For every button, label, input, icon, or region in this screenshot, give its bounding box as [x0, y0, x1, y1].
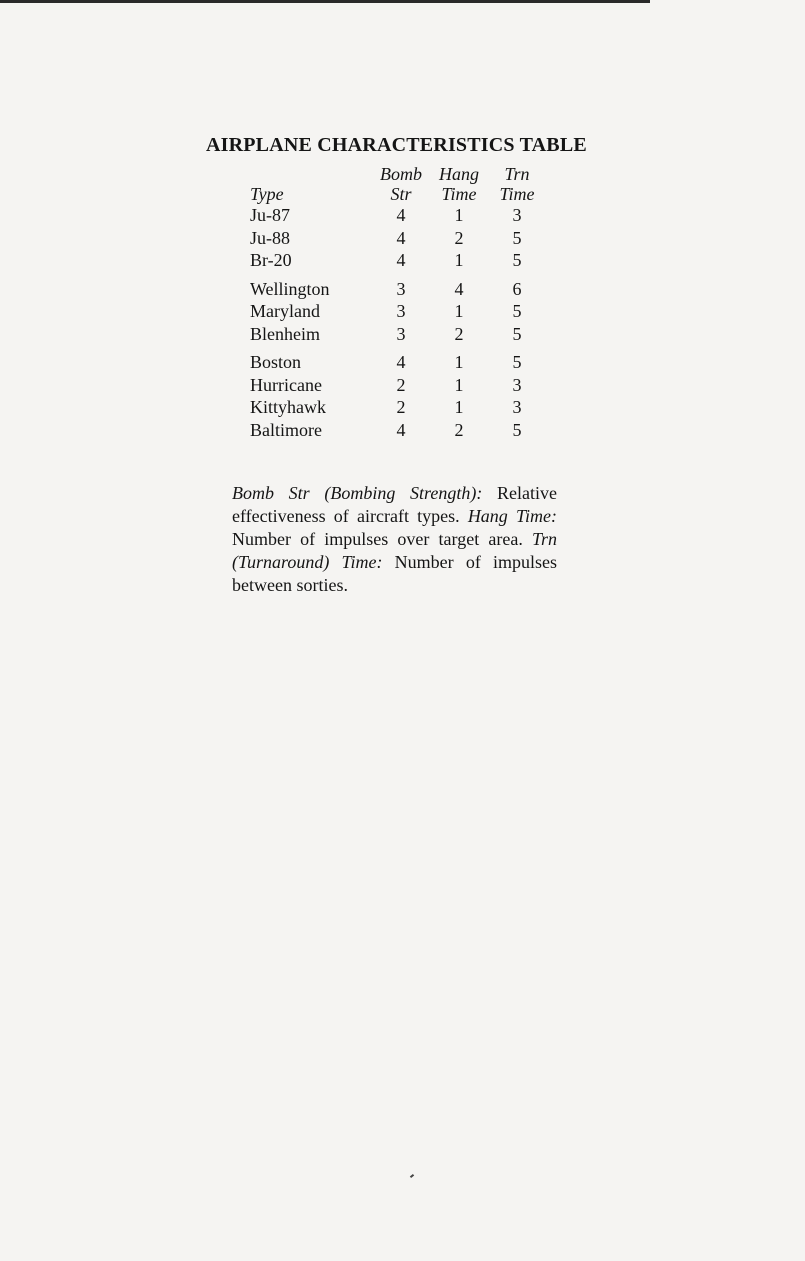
cell-hang-time: 1	[454, 205, 464, 225]
cell-trn-time: 3	[512, 205, 522, 225]
cell-trn-time: 6	[512, 278, 522, 299]
top-edge-rule	[0, 0, 650, 3]
cell-type: Wellington	[250, 278, 330, 299]
cell-trn-time: 5	[512, 250, 522, 270]
cell-trn-time: 5	[512, 419, 522, 440]
table-header-row	[244, 164, 546, 204]
cell-bomb-str: 3	[396, 278, 406, 299]
ink-speck	[410, 1174, 414, 1178]
note-def-trn-time: Number of impulses between sorties.	[232, 552, 557, 595]
airplane-characteristics-table	[244, 164, 546, 441]
cell-hang-time: 2	[454, 227, 464, 248]
header-trn-time-line1: Trn	[504, 164, 530, 184]
cell-bomb-str: 4	[396, 250, 406, 270]
cell-trn-time: 3	[512, 374, 522, 395]
cell-hang-time: 1	[454, 352, 464, 372]
table-row	[244, 345, 546, 374]
cell-hang-time: 1	[454, 301, 464, 321]
header-bomb-str-line2: Str	[390, 184, 412, 204]
cell-type: Ju-88	[250, 227, 290, 248]
cell-bomb-str: 3	[396, 323, 406, 344]
table-row	[244, 204, 546, 227]
cell-trn-time: 5	[512, 227, 522, 248]
table-row	[244, 249, 546, 272]
cell-trn-time: 5	[512, 301, 522, 321]
table-row	[244, 419, 546, 442]
table-row	[244, 396, 546, 419]
table-row	[244, 227, 546, 250]
table-row	[244, 374, 546, 397]
header-trn-time-line2: Time	[499, 184, 535, 204]
cell-type: Ju-87	[250, 205, 290, 225]
cell-type: Br-20	[250, 250, 292, 270]
cell-bomb-str: 4	[396, 419, 406, 440]
header-trn-time	[488, 164, 546, 204]
cell-bomb-str: 4	[396, 352, 406, 372]
header-bomb-str-line1: Bomb	[380, 164, 422, 184]
header-hang-time-line2: Time	[441, 184, 477, 204]
table-row	[244, 300, 546, 323]
cell-bomb-str: 3	[396, 301, 406, 321]
header-bomb-str	[372, 164, 430, 204]
cell-hang-time: 1	[454, 250, 464, 270]
note-term-trn-time: Trn (Turnaround) Time:	[232, 529, 557, 572]
cell-bomb-str: 4	[396, 227, 406, 248]
page-title: AIRPLANE CHARACTERISTICS TABLE	[206, 134, 587, 156]
cell-trn-time: 3	[512, 397, 522, 417]
note-def-hang-time: Number of impulses over target area.	[232, 529, 532, 549]
cell-trn-time: 5	[512, 323, 522, 344]
cell-type: Blenheim	[250, 323, 320, 344]
cell-bomb-str: 2	[396, 397, 406, 417]
table-row	[244, 272, 546, 301]
header-hang-time-line1: Hang	[439, 164, 479, 184]
cell-hang-time: 2	[454, 323, 464, 344]
note-def-bomb-str: Relative effectiveness of aircraft types.	[232, 483, 557, 526]
cell-hang-time: 1	[454, 374, 464, 395]
cell-hang-time: 1	[454, 397, 464, 417]
cell-type: Baltimore	[250, 419, 322, 440]
note-term-bomb-str: Bomb Str (Bombing Strength):	[232, 483, 483, 503]
cell-type: Hurricane	[250, 374, 322, 395]
cell-hang-time: 2	[454, 419, 464, 440]
cell-type: Maryland	[250, 301, 320, 321]
note-term-hang-time: Hang Time:	[467, 506, 557, 526]
cell-hang-time: 4	[454, 278, 464, 299]
cell-type: Kittyhawk	[250, 397, 326, 417]
cell-bomb-str: 4	[396, 205, 406, 225]
cell-type: Boston	[250, 352, 302, 372]
cell-bomb-str: 2	[396, 374, 406, 395]
header-hang-time	[430, 164, 488, 204]
header-type: Type	[250, 184, 284, 204]
table-row	[244, 323, 546, 346]
table-legend-note	[232, 482, 557, 597]
cell-trn-time: 5	[512, 352, 522, 372]
